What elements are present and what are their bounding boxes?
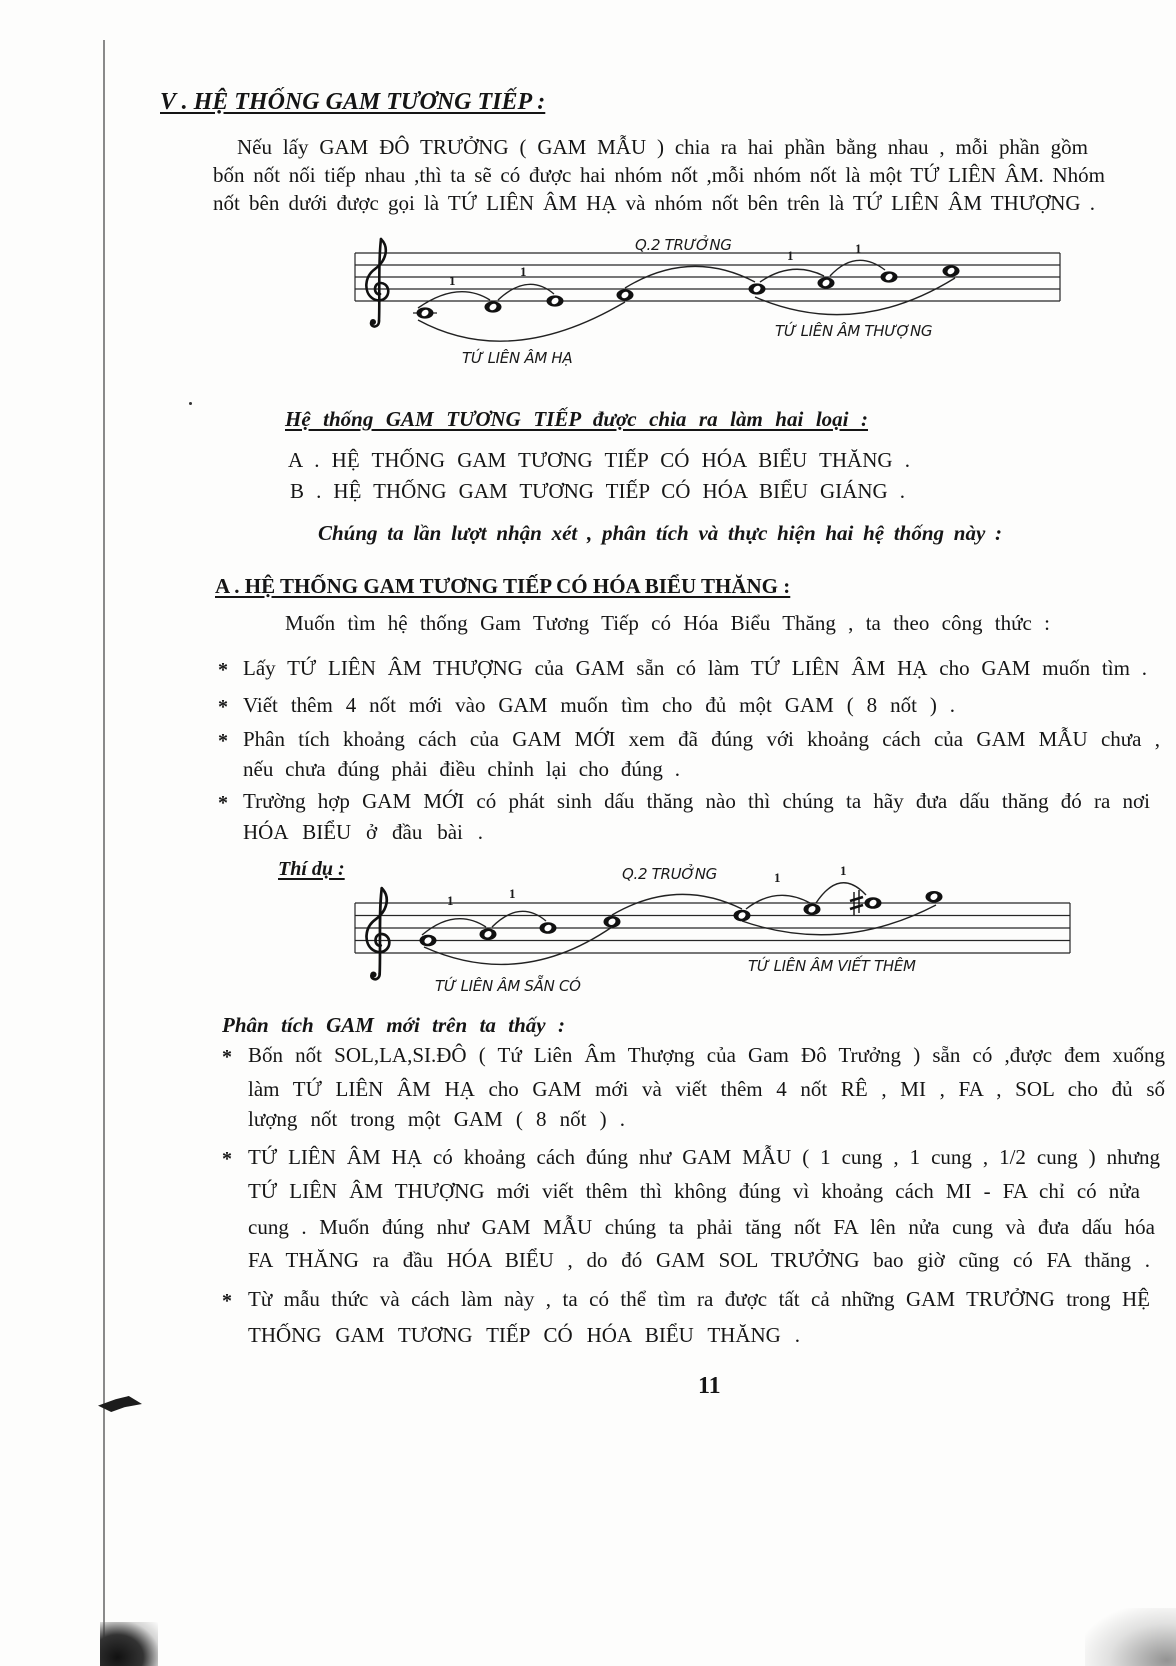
note-mi	[804, 903, 821, 915]
step-line: Trường hợp GAM MỚI có phát sinh dấu thăng nào thì chúng ta hãy đưa dấu thăng đó ra nơi	[243, 789, 1150, 813]
step-label: 1	[840, 863, 847, 878]
analysis-line: Bốn nốt SOL,LA,SI.ĐÔ ( Tứ Liên Âm Thượng của Gam Đô Trưởng ) sẵn có ,được đem xuống	[248, 1043, 1165, 1067]
interval-arc	[422, 919, 486, 935]
type-item: B . HỆ THỐNG GAM TƯƠNG TIẾP CÓ HÓA BIỂU GIÁNG .	[290, 479, 905, 503]
step-label: 1	[447, 893, 454, 908]
note-mi	[547, 295, 564, 306]
bullet-mark: *	[218, 792, 228, 814]
upper-tetrachord-arc	[755, 278, 955, 315]
interval-arc	[830, 260, 885, 276]
intro-line: nốt bên dưới được gọi là TỨ LIÊN ÂM HẠ và nhóm nốt bên trên là TỨ LIÊN ÂM THƯỢNG .	[213, 191, 1095, 215]
intro-line: Nếu lấy GAM ĐÔ TRƯỞNG ( GAM MẪU ) chia ra hai phần bằng nhau , mỗi phần gồm	[237, 135, 1088, 159]
treble-clef-icon	[366, 239, 388, 327]
step-label: 1	[520, 264, 527, 279]
treble-clef-icon	[367, 888, 390, 979]
lower-tetrachord-label: TỨ LIÊN ÂM SẴN CÓ	[435, 977, 581, 995]
staff-lines	[355, 253, 1060, 301]
upper-tetrachord-label: TỨ LIÊN ÂM VIẾT THÊM	[748, 957, 916, 975]
note-si	[540, 922, 557, 934]
analysis-line: lượng nốt trong một GAM ( 8 nốt ) .	[248, 1107, 625, 1131]
upper-tetrachord-arc	[742, 905, 936, 935]
note-do-high	[943, 265, 960, 276]
step-label: 1	[774, 870, 781, 885]
types-heading: Hệ thống GAM TƯƠNG TIẾP được chia ra làm hai loại :	[285, 407, 868, 431]
type-item: A . HỆ THỐNG GAM TƯƠNG TIẾP CÓ HÓA BIỂU THĂNG .	[288, 448, 910, 472]
analysis-line: THỐNG GAM TƯƠNG TIẾP CÓ HÓA BIỂU THĂNG .	[248, 1323, 800, 1347]
staff-lines	[355, 903, 1070, 953]
analysis-heading: Phân tích GAM mới trên ta thấy :	[222, 1013, 565, 1037]
section-v-heading: V . HỆ THỐNG GAM TƯƠNG TIẾP :	[160, 89, 546, 115]
interval-arc	[492, 911, 546, 927]
note-sol	[749, 283, 766, 294]
step-label: 1	[449, 273, 456, 288]
scan-edge-line	[103, 40, 105, 1666]
staff-figure-1	[340, 230, 1070, 380]
bullet-mark: *	[222, 1046, 232, 1068]
note-do	[604, 916, 621, 928]
scan-dot	[189, 402, 192, 405]
upper-tetrachord-label: TỨ LIÊN ÂM THƯỢNG	[775, 322, 933, 340]
analysis-line: FA THĂNG ra đầu HÓA BIỂU , do đó GAM SOL TRƯỞNG bao giờ cũng có FA thăng .	[248, 1248, 1150, 1272]
staff-figure-2	[340, 855, 1080, 1000]
lower-tetrachord-arc	[418, 302, 625, 341]
interval-arc	[612, 894, 742, 915]
bullet-mark: *	[222, 1290, 232, 1312]
note-sol	[420, 935, 437, 947]
bullet-mark: *	[218, 730, 228, 752]
step-line: HÓA BIỂU ở đầu bài .	[243, 820, 483, 844]
scan-corner-shadow	[100, 1622, 158, 1666]
section-a-intro: Muốn tìm hệ thống Gam Tương Tiếp có Hóa Biểu Thăng , ta theo công thức :	[285, 611, 1050, 635]
analysis-line: Từ mẫu thức và cách làm này , ta có thể tìm ra được tất cả những GAM TRƯỞNG trong HỆ	[248, 1287, 1150, 1311]
intro-line: bốn nốt nối tiếp nhau ,thì ta sẽ có được hai nhóm nốt ,mỗi nhóm nốt là một TỨ LIÊN ÂM. Nhóm	[213, 163, 1105, 187]
step-line: Viết thêm 4 nốt mới vào GAM muốn tìm cho đủ một GAM ( 8 nốt ) .	[243, 693, 955, 717]
types-note: Chúng ta lần lượt nhận xét , phân tích và thực hiện hai hệ thống này :	[318, 521, 1002, 545]
note-re	[485, 301, 502, 312]
scan-corner-noise	[1085, 1608, 1176, 1666]
step-line: Lấy TỨ LIÊN ÂM THƯỢNG của GAM sẵn có làm TỨ LIÊN ÂM HẠ cho GAM muốn tìm .	[243, 656, 1147, 680]
scan-smudge	[98, 1396, 142, 1412]
note-sol-high	[926, 891, 943, 903]
bullet-mark: *	[222, 1148, 232, 1170]
interval-label: Q.2 TRƯỞNG	[635, 236, 732, 254]
page-number: 11	[698, 1373, 721, 1399]
analysis-line: làm TỨ LIÊN ÂM HẠ cho GAM mới và viết thêm 4 nốt RÊ , MI , FA , SOL cho đủ số	[248, 1077, 1165, 1101]
bullet-mark: *	[218, 659, 228, 681]
step-label: 1	[855, 241, 862, 256]
note-la	[818, 277, 835, 288]
interval-arc	[418, 292, 490, 308]
step-label: 1	[787, 248, 794, 263]
step-line: nếu chưa đúng phải điều chỉnh lại cho đúng .	[243, 757, 680, 781]
section-a-heading: A . HỆ THỐNG GAM TƯƠNG TIẾP CÓ HÓA BIỂU THĂNG :	[215, 574, 791, 598]
step-label: 1	[509, 886, 516, 901]
note-re	[734, 910, 751, 922]
interval-label: Q.2 TRUỞNG	[622, 865, 717, 883]
step-line: Phân tích khoảng cách của GAM MỚI xem đã đúng với khoảng cách của GAM MẪU chưa ,	[243, 727, 1160, 751]
lower-tetrachord-arc	[424, 927, 612, 964]
note-la	[480, 928, 497, 940]
note-do	[417, 307, 434, 318]
example-label: Thí dụ :	[278, 858, 345, 880]
analysis-line: cung . Muốn đúng như GAM MẪU chúng ta phải tăng nốt FA lên nửa cung và đưa dấu hóa	[248, 1215, 1155, 1239]
interval-arc	[760, 269, 824, 282]
analysis-line: TỨ LIÊN ÂM THƯỢNG mới viết thêm thì không đúng vì khoảng cách MI - FA chỉ có nửa	[248, 1179, 1140, 1203]
bullet-mark: *	[218, 696, 228, 718]
interval-arc	[746, 895, 810, 909]
note-si	[881, 271, 898, 282]
analysis-line: TỨ LIÊN ÂM HẠ có khoảng cách đúng như GAM MẪU ( 1 cung , 1 cung , 1/2 cung ) nhưng	[248, 1145, 1160, 1169]
note-fa-sharp	[865, 897, 882, 909]
note-fa	[617, 289, 634, 300]
lower-tetrachord-label: TỨ LIÊN ÂM HẠ	[462, 349, 573, 367]
interval-arc	[498, 284, 554, 300]
